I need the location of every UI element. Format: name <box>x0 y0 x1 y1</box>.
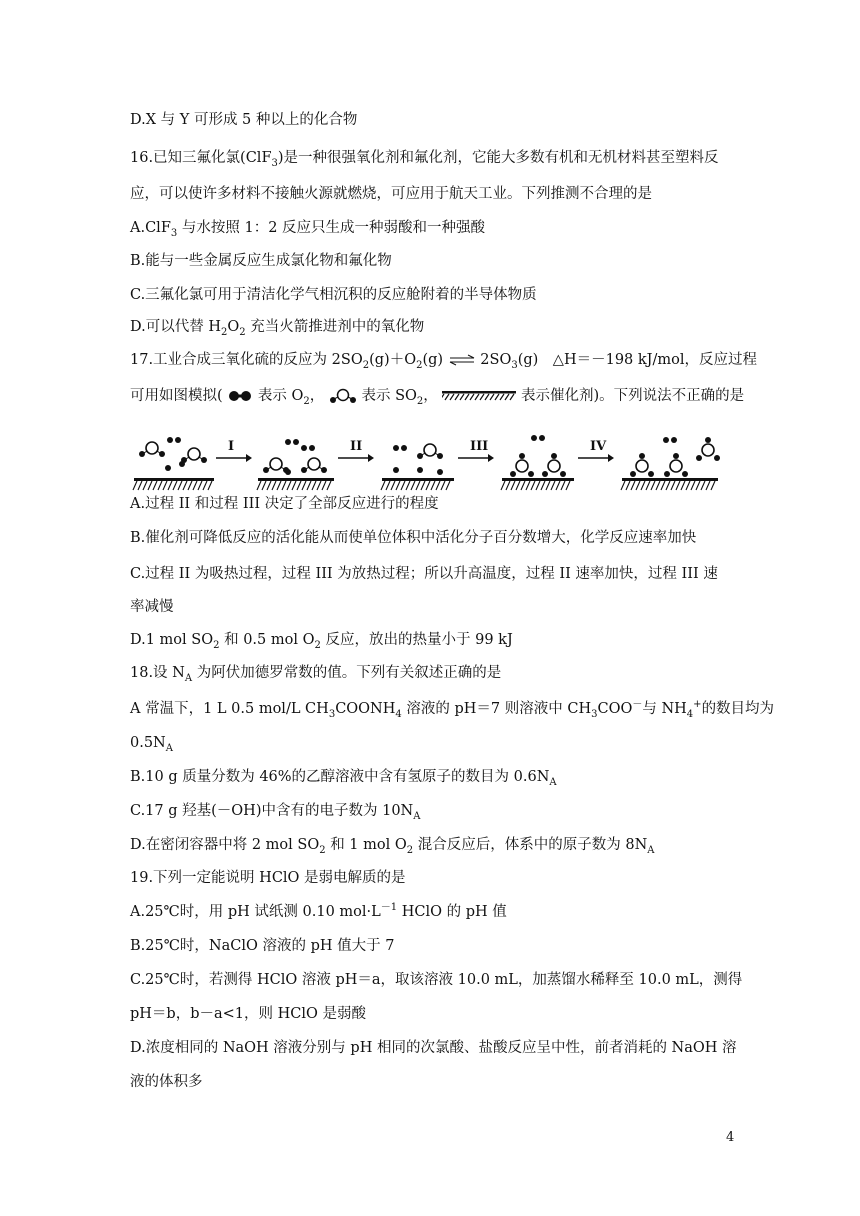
so3-molecule <box>636 460 648 472</box>
q19-option-d-line2: 液的体积多 <box>130 1074 203 1090</box>
catalyst-surface <box>502 478 574 481</box>
q18-option-a-line1: A 常温下，1 L 0.5 mol/L $CH_3COONH_4$ 溶液的 pH＝7 则溶液中 $CH_3COO^-$与 $NH_4^+$的数目均为 <box>130 699 775 720</box>
process-step-label: II <box>350 439 363 454</box>
o2-molecule <box>285 439 291 445</box>
q18-option-d: D.在密闭容器中将 2 mol $SO_2$ 和 1 mol $O_2$ 混合反应后，体系中的原子数为 $8N_A$ <box>130 837 655 856</box>
q17-option-d: D.1 mol $SO_2$ 和 0.5 mol $O_2$ 反应，放出的热量小于 99 kJ <box>130 632 513 651</box>
o2-molecule <box>531 435 537 441</box>
q19-option-c-line1: C.25℃时，若测得 HClO 溶液 pH＝a，取该溶液 10.0 mL，加蒸馏水稀释至 10.0 mL，测得 <box>130 972 743 988</box>
so2-molecule <box>188 448 200 460</box>
q16-option-a: A.ClF$_3$ 与水按照 1：2 反应只生成一种弱酸和一种强酸 <box>130 220 486 239</box>
q17-option-b: B.催化剂可降低反应的活化能从而使单位体积中活化分子百分数增大，化学反应速率加快 <box>130 530 697 546</box>
equilibrium-arrow-icon <box>448 354 476 366</box>
q16-option-b: B.能与一些金属反应生成氯化物和氟化物 <box>130 253 392 269</box>
so2-molecule <box>308 458 320 470</box>
q18-stem: 18.设 $N_A$ 为阿伏加德罗常数的值。下列有关叙述正确的是 <box>130 665 502 684</box>
o2-molecule <box>167 437 173 443</box>
catalyst-surface <box>134 478 214 481</box>
page-number: 4 <box>726 1130 735 1145</box>
q19-option-b: B.25℃时，NaClO 溶液的 pH 值大于 7 <box>130 938 395 954</box>
oxygen-atom <box>165 465 171 471</box>
so2-molecule <box>424 444 436 456</box>
q17-stem-line1: 17.工业合成三氧化硫的反应为 $2SO_2(g)+O_2(g)$ $2SO_3(g)$ △H＝－198 kJ/mol，反应过程 <box>130 352 757 371</box>
so3-molecule <box>516 460 528 472</box>
q17-option-c-line2: 率减慢 <box>130 599 174 615</box>
oxygen-atom <box>393 467 399 473</box>
so2-molecule <box>146 442 158 454</box>
q19-option-a: A.25℃时，用 pH 试纸测 0.10 $mol\cdot L^{-1}$ HClO 的 pH 值 <box>130 902 507 920</box>
q15-option-d: D.X 与 Y 可形成 5 种以上的化合物 <box>130 112 358 128</box>
so3-molecule <box>670 460 682 472</box>
q19-option-d-line1: D.浓度相同的 NaOH 溶液分别与 pH 相同的次氯酸、盐酸反应呈中性，前者消耗的 NaOH 溶 <box>130 1040 737 1056</box>
so3-molecule <box>702 444 714 456</box>
process-step-label: I <box>228 439 235 454</box>
oxygen-atom <box>417 467 423 473</box>
process-step-label: IV <box>590 439 607 454</box>
q16-option-c: C.三氟化氯可用于清洁化学气相沉积的反应舱附着的半导体物质 <box>130 287 537 303</box>
q19-option-c-line2: pH＝b，b－a<1，则 HClO 是弱酸 <box>130 1006 366 1022</box>
so3-molecule <box>548 460 560 472</box>
catalyst-surface <box>382 478 454 481</box>
catalyst-surface <box>258 478 334 481</box>
oxygen-atom <box>285 469 291 475</box>
o2-molecule-icon <box>227 390 253 402</box>
q16-option-d: D.可以代替 $H_2O_2$ 充当火箭推进剂中的氧化物 <box>130 319 425 338</box>
oxygen-atom <box>437 469 443 475</box>
so2-molecule <box>270 458 282 470</box>
q18-option-c: C.17 g 羟基(－OH)中含有的电子数为 $10N_A$ <box>130 803 421 822</box>
q17-stem-line2: 可用如图模拟( 表示 $O_2$， 表示 $SO_2$， 表示催化剂)。下列说法不正确的是 <box>130 388 745 407</box>
so2-molecule-icon <box>329 388 357 404</box>
o2-molecule <box>393 445 399 451</box>
q18-option-b: B.10 g 质量分数为 46%的乙醇溶液中含有氢原子的数目为 $0.6N_A$ <box>130 769 557 788</box>
catalyst-surface <box>622 478 718 481</box>
o2-molecule <box>301 445 307 451</box>
o2-molecule <box>663 437 669 443</box>
q19-stem: 19.下列一定能说明 HClO 是弱电解质的是 <box>130 870 406 886</box>
catalyst-surface-icon <box>442 391 516 401</box>
q16-stem-line2: 应，可以使许多材料不接触火源就燃烧，可应用于航天工业。下列推测不合理的是 <box>130 186 652 202</box>
process-step-label: III <box>470 439 489 454</box>
q18-option-a-line2: $0.5N_A$ <box>130 735 173 754</box>
reaction-process-figure <box>130 420 730 495</box>
q17-option-c-line1: C.过程 II 为吸热过程，过程 III 为放热过程；所以升高温度，过程 II 速率加快，过程 III 速 <box>130 566 718 582</box>
q17-option-a: A.过程 II 和过程 III 决定了全部反应进行的程度 <box>130 496 439 512</box>
oxygen-atom <box>179 461 185 467</box>
q16-stem-line1: 16.已知三氟化氯(ClF$_3$)是一种很强氧化剂和氟化剂，它能大多数有机和无机材料甚至塑料反 <box>130 150 719 169</box>
